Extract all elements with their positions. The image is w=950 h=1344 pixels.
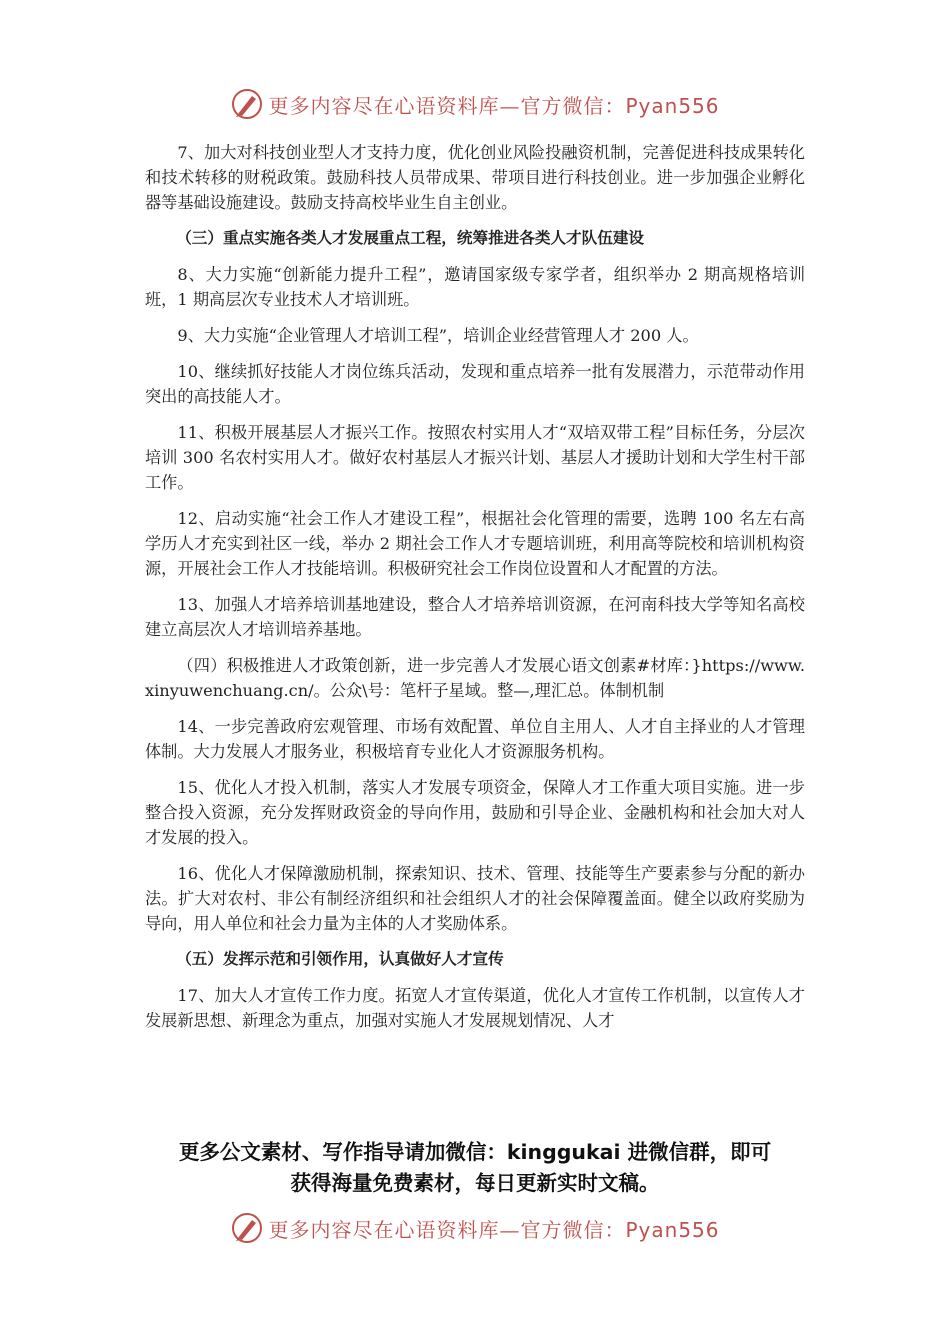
paragraph-11: 11、积极开展基层人才振兴工作。按照农村实用人才“双培双带工程”目标任务，分层次培训 300 名农村实用人才。做好农村基层人才振兴计划、基层人才援助计划和大学生村干部工作。 — [145, 423, 805, 492]
paragraph-7: 7、加大对科技创业型人才支持力度，优化创业风险投融资机制，完善促进科技成果转化和技术转移的财税政策。鼓励科技人员带成果、带项目进行科技创业。进一步加强企业孵化器等基础设施建设。鼓励支持高校毕业生自主创业。 — [145, 143, 805, 212]
wechat-id: Pyan556 — [625, 1217, 720, 1242]
section-heading-4: （四）积极推进人才政策创新，进一步完善人才发展心语文创素#材库：}https://www.xinyuwenchuang.cn/。公众\号：笔杆子星域。整—,理汇总。体制机制 — [145, 656, 805, 700]
paragraph-13: 13、加强人才培养培训基地建设，整合人才培养培训资源，在河南科技大学等知名高校建立高层次人才培训培养基地。 — [145, 595, 805, 639]
paragraph-9: 9、大力实施“企业管理人才培训工程”，培训企业经营管理人才 200 人。 — [177, 326, 699, 345]
header-banner-text: 更多内容尽在心语资料库—官方微信：Pyan556 — [268, 93, 720, 118]
paragraph-15: 15、优化人才投入机制，落实人才发展专项资金，保障人才工作重大项目实施。进一步整合投入资源，充分发挥财政资金的导向作用，鼓励和引导企业、金融机构和社会加大对人才发展的投入。 — [145, 778, 805, 847]
paragraph-8: 8、大力实施“创新能力提升工程”，邀请国家级专家学者，组织举办 2 期高规格培训班，1 期高层次专业技术人才培训班。 — [145, 265, 805, 309]
header-banner — [0, 84, 950, 124]
document-body — [145, 140, 805, 1044]
promo-line-1: 更多公文素材、写作指导请加微信：kinggukai 进微信群，即可 — [178, 1140, 772, 1164]
paragraph-12: 12、启动实施“社会工作人才建设工程”，根据社会化管理的需要，选聘 100 名左右高学历人才充实到社区一线，举办 2 期社会工作人才专题培训班，利用高等院校和培训机构资源，开展社会工作人才技能培训。积极研究社会工作岗位设置和人才配置的方法。 — [145, 509, 805, 578]
paragraph-16: 16、优化人才保障激励机制，探索知识、技术、管理、技能等生产要素参与分配的新办法。扩大对农村、非公有制经济组织和社会组织人才的社会保障覆盖面。健全以政府奖励为导向，用人单位和社会力量为主体的人才奖励体系。 — [145, 864, 805, 933]
paragraph-10: 10、继续抓好技能人才岗位练兵活动，发现和重点培养一批有发展潜力，示范带动作用突出的高技能人才。 — [145, 362, 805, 406]
footer-banner — [0, 1208, 950, 1248]
promo-line-2: 获得海量免费素材，每日更新实时文稿。 — [290, 1171, 660, 1195]
footer-banner-text: 更多内容尽在心语资料库—官方微信：Pyan556 — [268, 1217, 720, 1242]
pen-nib-logo-icon — [230, 1211, 264, 1245]
section-heading-5: （五）发挥示范和引领作用，认真做好人才宣传 — [176, 950, 504, 968]
section-heading-3: （三）重点实施各类人才发展重点工程，统筹推进各类人才队伍建设 — [176, 229, 645, 247]
paragraph-17: 17、加大人才宣传工作力度。拓宽人才宣传渠道，优化人才宣传工作机制，以宣传人才发展新思想、新理念为重点，加强对实施人才发展规划情况、人才 — [145, 986, 805, 1030]
wechat-id: Pyan556 — [625, 93, 720, 118]
pen-nib-logo-icon — [230, 87, 264, 121]
paragraph-14: 14、一步完善政府宏观管理、市场有效配置、单位自主用人、人才自主择业的人才管理体制。大力发展人才服务业，积极培育专业化人才资源服务机构。 — [145, 717, 805, 761]
promo-notice — [0, 1137, 950, 1199]
